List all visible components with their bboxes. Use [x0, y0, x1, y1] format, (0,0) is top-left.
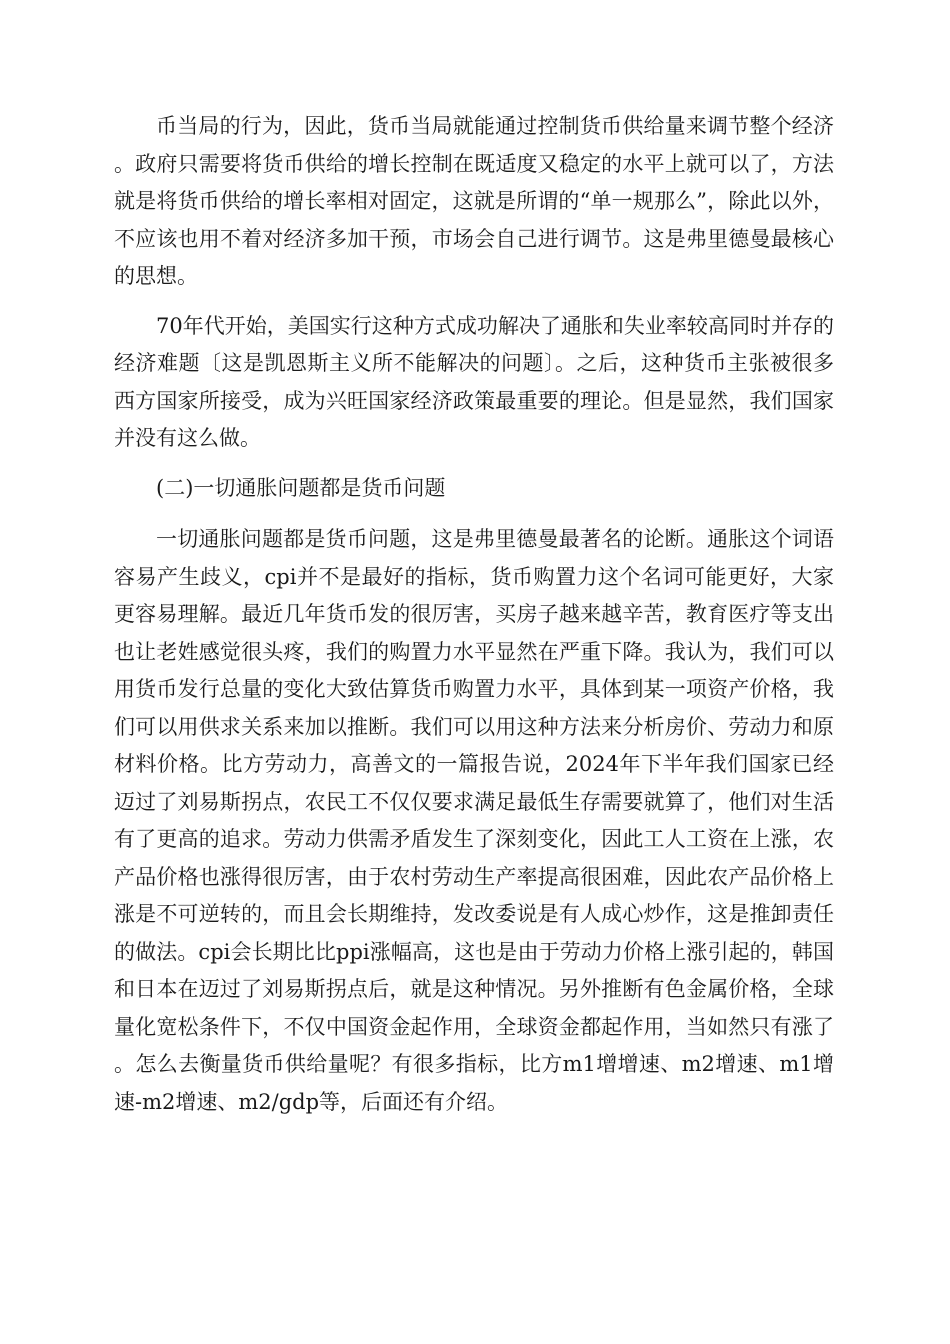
document-page	[114, 108, 834, 1121]
paragraph-seventies: 70年代开始，美国实行这种方式成功解决了通胀和失业率较高同时并存的经济难题〔这是凯恩斯主义所不能解决的问题〕。之后，这种货币主张被很多西方国家所接受，成为兴旺国家经济政策最重要的理论。但是显然，我们国家并没有这么做。	[114, 313, 834, 450]
paragraph-monetary-rule: 币当局的行为，因此，货币当局就能通过控制货币供给量来调节整个经济。政府只需要将货币供给的增长控制在既适度又稳定的水平上就可以了，方法就是将货币供给的增长率相对固定，这就是所谓的“单一规那么”，除此以外，不应该也用不着对经济多加干预，市场会自己进行调节。这是弗里德曼最核心的思想。	[114, 114, 834, 288]
section-heading: (二)一切通胀问题都是货币问题	[156, 475, 446, 500]
paragraph-inflation: 一切通胀问题都是货币问题，这是弗里德曼最著名的论断。通胀这个词语容易产生歧义，cpi并不是最好的指标，货币购置力这个名词可能更好，大家更容易理解。最近几年货币发的很厉害，买房子越来越辛苦，教育医疗等支出也让老姓感觉很头疼，我们的购置力水平显然在严重下降。我认为，我们可以用货币发行总量的变化大致估算货币购置力水平，具体到某一项资产价格，我们可以用供求关系来加以推断。我们可以用这种方法来分析房价、劳动力和原材料价格。比方劳动力，高善文的一篇报告说，2024年下半年我们国家已经迈过了刘易斯拐点，农民工不仅仅要求满足最低生存需要就算了，他们对生活有了更高的追求。劳动力供需矛盾发生了深刻变化，因此工人工资在上涨，农产品价格也涨得很厉害，由于农村劳动生产率提高很困难，因此农产品价格上涨是不可逆转的，而且会长期维持，发改委说是有人成心炒作，这是推卸责任的做法。cpi会长期比比ppi涨幅高，这也是由于劳动力价格上涨引起的，韩国和日本在迈过了刘易斯拐点后，就是这种情况。另外推断有色金属价格，全球量化宽松条件下，不仅中国资金起作用，全球资金都起作用，当如然只有涨了。怎么去衡量货币供给量呢？有很多指标，比方m1增增速、m2增速、m1增速-m2增速、m2/gdp等，后面还有介绍。	[114, 527, 834, 1114]
